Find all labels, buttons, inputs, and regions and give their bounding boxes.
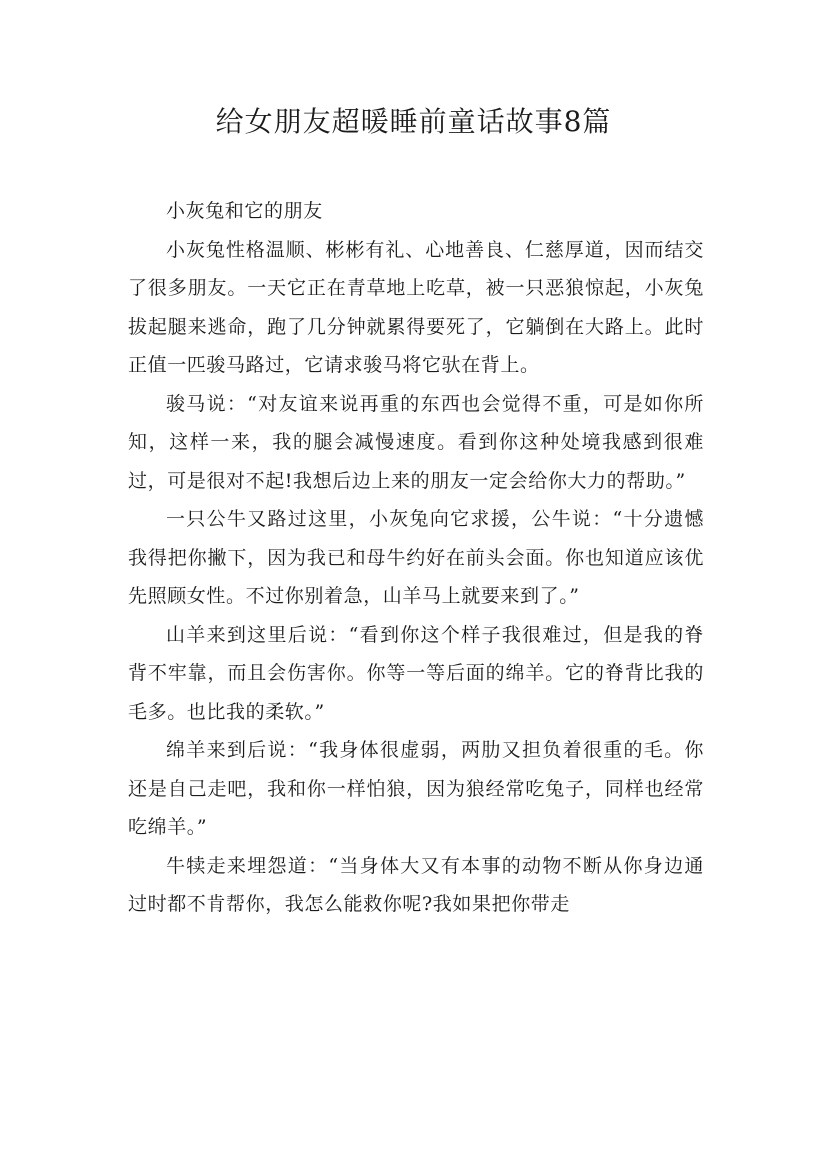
body-paragraph: 一只公牛又路过这里，小灰兔向它求援，公牛说：“十分遗憾我得把你撇下，因为我已和母牛约好在前头会面。你也知道应该优先照顾女性。不过你别着急，山羊马上就要来到了。” bbox=[128, 508, 704, 607]
body-paragraph: 牛犊走来埋怨道：“当身体大又有本事的动物不断从你身边通过时都不肯帮你，我怎么能救你呢?我如果把你带走 bbox=[128, 854, 704, 915]
body-paragraph: 山羊来到这里后说：“看到你这个样子我很难过，但是我的脊背不牢靠，而且会伤害你。你等一等后面的绵羊。它的脊背比我的毛多。也比我的柔软。” bbox=[128, 623, 704, 723]
document-title: 给女朋友超暖睡前童话故事8篇 bbox=[215, 105, 612, 138]
body-paragraph: 骏马说：“对友谊来说再重的东西也会觉得不重，可是如你所知，这样一来，我的腿会减慢速度。看到你这种处境我感到很难过，可是很对不起!我想后边上来的朋友一定会给你大力的帮助。” bbox=[128, 392, 704, 492]
body-paragraph: 小灰兔性格温顺、彬彬有礼、心地善良、仁慈厚道，因而结交了很多朋友。一天它正在青草地上吃草，被一只恶狼惊起，小灰兔拔起腿来逃命，跑了几分钟就累得要死了，它躺倒在大路上。此时正值一匹骏马路过，它请求骏马将它驮在背上。 bbox=[128, 238, 704, 376]
story-heading: 小灰兔和它的朋友 bbox=[166, 200, 323, 222]
body-paragraph: 绵羊来到后说：“我身体很虚弱，两肋又担负着很重的毛。你还是自己走吧，我和你一样怕狼，因为狼经常吃兔子，同样也经常吃绵羊。” bbox=[128, 739, 704, 838]
document-body bbox=[128, 192, 704, 924]
